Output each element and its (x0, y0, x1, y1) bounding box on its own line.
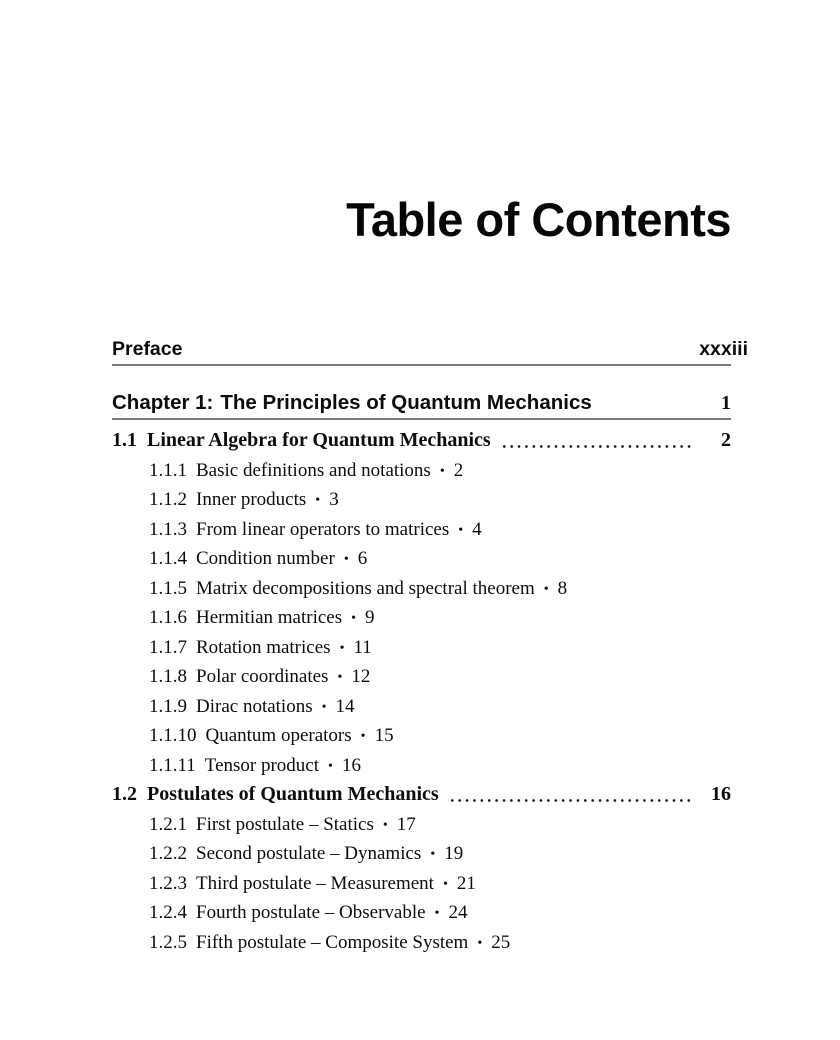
subsection-number: 1.2.4 (149, 902, 187, 923)
subsection-page-number: 11 (353, 636, 372, 658)
section-title: Linear Algebra for Quantum Mechanics (147, 429, 491, 451)
subsection-page-number: 19 (444, 843, 464, 864)
toc-content (112, 0, 748, 957)
toc-subsection-entry (112, 869, 731, 899)
toc-subsection-entry (112, 692, 731, 722)
subsection-number: 1.1.7 (149, 636, 187, 658)
section-page-number: 2 (721, 429, 731, 451)
subsection-title: Hermitian matrices (196, 607, 343, 628)
subsection-title: Fifth postulate – Composite System (196, 931, 469, 953)
subsection-number: 1.1.4 (149, 548, 187, 569)
subsection-number: 1.2.3 (149, 872, 187, 894)
bullet-separator: • (434, 906, 440, 921)
toc-subsection-entry (112, 544, 731, 574)
toc-subsection-entry (112, 603, 731, 633)
toc-section-entry (112, 426, 731, 456)
toc-subsection-entry (112, 839, 731, 869)
subsection-number: 1.1.2 (149, 489, 187, 510)
toc-subsection-entry (112, 515, 731, 545)
subsection-page-number: 12 (351, 666, 371, 687)
subsection-title: Dirac notations (196, 695, 313, 717)
chapter-page-number: 1 (721, 392, 731, 414)
subsection-title: First postulate – Statics (196, 813, 374, 835)
toc-subsection-entry (112, 485, 731, 515)
subsection-title: From linear operators to matrices (196, 518, 450, 540)
subsection-title: Polar coordinates (196, 666, 329, 687)
bullet-separator: • (315, 493, 321, 508)
dotted-leader (503, 426, 693, 456)
subsection-title: Matrix decompositions and spectral theorem (196, 577, 535, 599)
subsection-page-number: 15 (374, 725, 394, 746)
subsection-page-number: 9 (365, 607, 375, 628)
page-title: Table of Contents (346, 193, 731, 246)
toc-subsection-entry (112, 751, 731, 781)
subsection-page-number: 3 (329, 489, 339, 510)
subsection-page-number: 14 (335, 695, 355, 717)
subsection-title: Quantum operators (205, 725, 352, 746)
preface-entry (112, 338, 748, 366)
subsection-title: Basic definitions and notations (196, 459, 431, 481)
subsection-title: Third postulate – Measurement (196, 872, 434, 894)
chapter-title: The Principles of Quantum Mechanics (220, 391, 592, 414)
subsection-page-number: 17 (396, 813, 416, 835)
bullet-separator: • (321, 699, 327, 715)
bullet-separator: • (430, 847, 436, 862)
subsection-title: Rotation matrices (196, 636, 331, 658)
bullet-separator: • (328, 758, 333, 774)
bullet-separator: • (439, 463, 445, 479)
chapter-prefix: Chapter 1: (112, 391, 214, 414)
toc-subsection-entry (112, 574, 731, 604)
subsection-title: Second postulate – Dynamics (196, 843, 422, 864)
toc-subsection-entry (112, 928, 731, 958)
subsection-number: 1.1.1 (149, 459, 187, 481)
bullet-separator: • (351, 611, 357, 626)
subsection-page-number: 25 (491, 931, 511, 953)
subsection-number: 1.2.5 (149, 931, 187, 953)
subsection-number: 1.2.2 (149, 843, 187, 864)
subsection-page-number: 4 (472, 518, 482, 540)
subsection-title: Tensor product (204, 754, 320, 776)
subsection-title: Fourth postulate – Observable (196, 902, 426, 923)
bullet-separator: • (442, 876, 448, 892)
bullet-separator: • (343, 552, 349, 567)
bullet-separator: • (360, 729, 366, 744)
section-number: 1.1 (112, 429, 137, 451)
subsection-number: 1.1.9 (149, 695, 187, 717)
toc-sections (112, 426, 731, 957)
bullet-separator: • (543, 581, 549, 597)
subsection-page-number: 6 (357, 548, 368, 569)
bullet-separator: • (477, 935, 483, 951)
bullet-separator: • (382, 817, 388, 833)
toc-subsection-entry (112, 810, 731, 840)
dotted-leader (451, 780, 693, 810)
bullet-separator: • (337, 670, 343, 685)
subsection-number: 1.2.1 (149, 813, 187, 835)
subsection-title: Condition number (196, 548, 335, 569)
section-page-number: 16 (711, 783, 731, 805)
toc-subsection-entry (112, 633, 731, 663)
subsection-number: 1.1.11 (149, 754, 196, 776)
subsection-page-number: 24 (448, 902, 468, 923)
toc-section-entry (112, 780, 731, 810)
chapter-label (112, 392, 592, 414)
subsection-title: Inner products (196, 489, 307, 510)
section-title: Postulates of Quantum Mechanics (147, 783, 439, 805)
subsection-number: 1.1.3 (149, 518, 187, 540)
subsection-number: 1.1.5 (149, 577, 187, 599)
toc-subsection-entry (112, 898, 731, 928)
subsection-page-number: 8 (557, 577, 568, 599)
subsection-number: 1.1.8 (149, 666, 187, 687)
preface-label: Preface (112, 338, 183, 360)
subsection-page-number: 21 (456, 872, 476, 894)
chapter-entry (112, 392, 731, 420)
subsection-page-number: 16 (341, 754, 361, 776)
subsection-number: 1.1.10 (149, 725, 197, 746)
subsection-page-number: 2 (453, 459, 464, 481)
toc-subsection-entry (112, 662, 731, 692)
subsection-number: 1.1.6 (149, 607, 187, 628)
section-number: 1.2 (112, 783, 137, 805)
toc-subsection-entry (112, 721, 731, 751)
bullet-separator: • (458, 522, 464, 538)
preface-page-number: xxxiii (699, 338, 748, 360)
toc-subsection-entry (112, 456, 731, 486)
bullet-separator: • (339, 640, 345, 656)
